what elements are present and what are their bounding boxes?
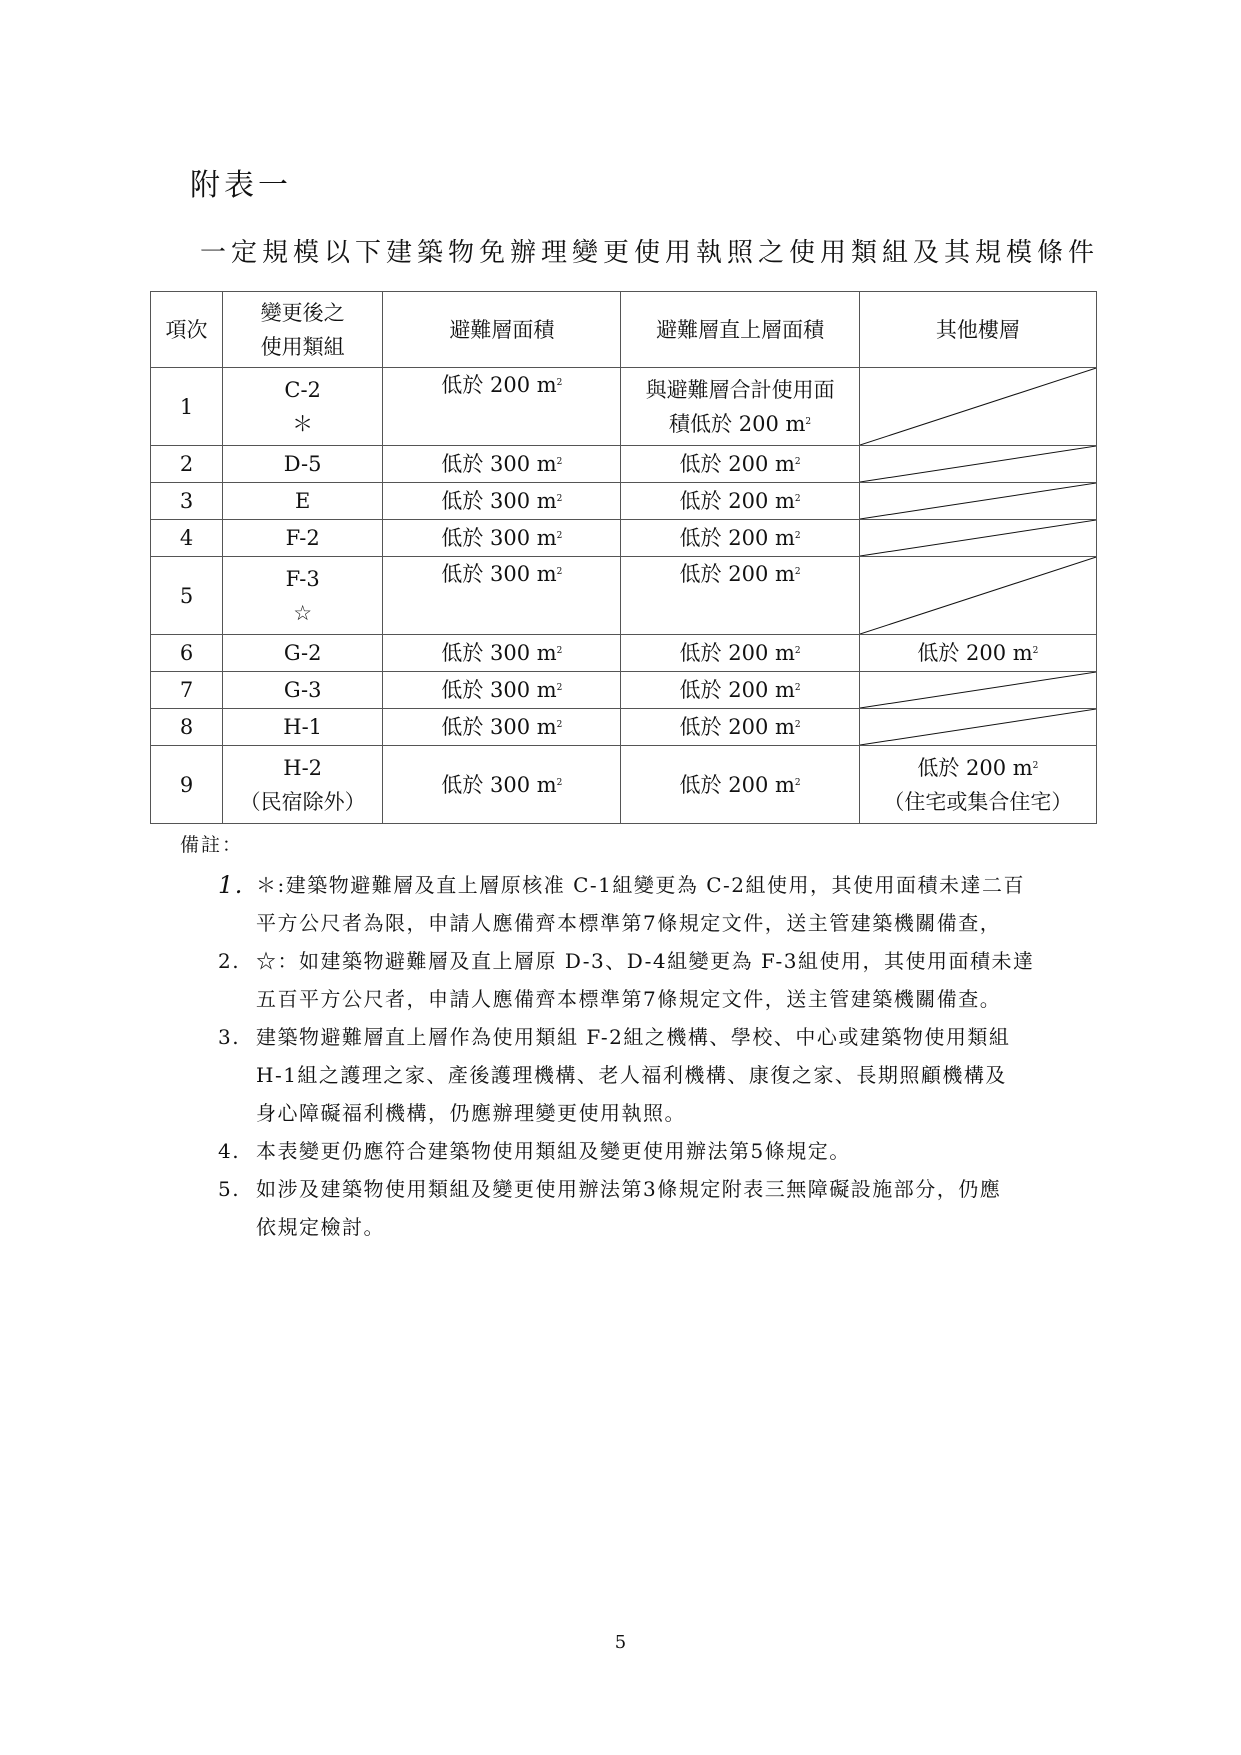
cell-item: 9: [151, 746, 223, 824]
cell-group: F-2: [223, 520, 383, 557]
cell-item: 8: [151, 709, 223, 746]
cell-other-not-applicable: [859, 520, 1096, 557]
diagonal-slash-icon: [860, 672, 1096, 708]
cell-above: 低於 200 $m^2$: [621, 446, 859, 483]
diagonal-slash-icon: [860, 446, 1096, 482]
usage-group-table: [150, 291, 1097, 824]
table-row: [151, 672, 1097, 709]
cell-group: H-2 （民宿除外）: [223, 746, 383, 824]
cell-refuge: 低於 300 $m^2$: [383, 635, 621, 672]
note-item: 5. 如涉及建築物使用類組及變更使用辦法第3條規定附表三無障礙設施部分，仍應 依規定檢討。: [218, 1170, 1078, 1246]
table-row: [151, 557, 1097, 635]
cell-other-not-applicable: [859, 557, 1096, 635]
table-row: [151, 483, 1097, 520]
diagonal-slash-icon: [860, 368, 1096, 445]
cell-group: C-2 ＊: [223, 368, 383, 446]
diagonal-slash-icon: [860, 483, 1096, 519]
header-above-floor: 避難層直上層面積: [621, 292, 859, 368]
table-row: [151, 446, 1097, 483]
cell-item: 3: [151, 483, 223, 520]
cell-above: 低於 200 $m^2$: [621, 709, 859, 746]
cell-refuge: 低於 300 $m^2$: [383, 672, 621, 709]
table-header-row: [151, 292, 1097, 368]
note-item: 2. ☆：如建築物避難層及直上層原 D-3、D-4組變更為 F-3組使用，其使用面積未達 五百平方公尺者，申請人應備齊本標準第7條規定文件，送主管建築機關備查。: [218, 942, 1078, 1018]
header-refuge-floor: 避難層面積: [383, 292, 621, 368]
cell-above: 低於 200 $m^2$: [621, 672, 859, 709]
cell-item: 2: [151, 446, 223, 483]
cell-other-not-applicable: [859, 483, 1096, 520]
cell-refuge: 低於 300 $m^2$: [383, 483, 621, 520]
header-item: 項次: [151, 292, 223, 368]
diagonal-slash-icon: [860, 709, 1096, 745]
asterisk-mark: ＊: [292, 411, 314, 436]
cell-item: 7: [151, 672, 223, 709]
cell-above: 低於 200 $m^2$: [621, 520, 859, 557]
cell-other-not-applicable: [859, 672, 1096, 709]
cell-item: 4: [151, 520, 223, 557]
note-item: 1. ＊:建築物避難層及直上層原核准 C-1組變更為 C-2組使用，其使用面積未達二百 平方公尺者為限，申請人應備齊本標準第7條規定文件，送主管建築機關備查，: [218, 866, 1078, 942]
cell-above: 低於 200 $m^2$: [621, 635, 859, 672]
note-item: 4. 本表變更仍應符合建築物使用類組及變更使用辦法第5條規定。: [218, 1132, 1078, 1170]
cell-refuge: 低於 300 $m^2$: [383, 709, 621, 746]
cell-other-not-applicable: [859, 446, 1096, 483]
header-other-floors: 其他樓層: [859, 292, 1096, 368]
note-number: 3.: [218, 1025, 241, 1049]
table-row: [151, 520, 1097, 557]
cell-group: D-5: [223, 446, 383, 483]
cell-refuge: 低於 300 $m^2$: [383, 746, 621, 824]
note-number: 1.: [218, 871, 244, 899]
cell-group: E: [223, 483, 383, 520]
cell-above: 低於 200 $m^2$: [621, 557, 859, 635]
note-number: 4.: [218, 1139, 241, 1163]
note-number: 5.: [218, 1177, 241, 1201]
cell-other: 低於 200 $m^2$ （住宅或集合住宅）: [859, 746, 1096, 824]
page-number: 5: [614, 1632, 627, 1653]
cell-group: G-2: [223, 635, 383, 672]
cell-refuge: 低於 200 $m^2$: [383, 368, 621, 446]
cell-item: 1: [151, 368, 223, 446]
annex-label: 附表一: [190, 168, 292, 203]
table-row: [151, 709, 1097, 746]
cell-other-not-applicable: [859, 368, 1096, 446]
cell-refuge: 低於 300 $m^2$: [383, 446, 621, 483]
notes-label: 備註：: [180, 834, 244, 856]
cell-above: 低於 200 $m^2$: [621, 483, 859, 520]
cell-item: 6: [151, 635, 223, 672]
table-row: [151, 635, 1097, 672]
diagonal-slash-icon: [860, 557, 1096, 634]
document-title: 一定規模以下建築物免辦理變更使用執照之使用類組及其規模條件: [200, 238, 1100, 268]
cell-other-not-applicable: [859, 709, 1096, 746]
note-number: 2.: [218, 949, 241, 973]
note-item: 3. 建築物避難層直上層作為使用類組 F-2組之機構、學校、中心或建築物使用類組 H-1組之護理之家、產後護理機構、老人福利機構、康復之家、長期照顧機構及 身心障礙福利機構，仍應辦理變更使用執照。: [218, 1018, 1078, 1132]
cell-refuge: 低於 300 $m^2$: [383, 557, 621, 635]
cell-above: 低於 200 $m^2$: [621, 746, 859, 824]
cell-group: H-1: [223, 709, 383, 746]
diagonal-slash-icon: [860, 520, 1096, 556]
cell-above: 與避難層合計使用面 積低於 200 $m^2$: [621, 368, 859, 446]
cell-item: 5: [151, 557, 223, 635]
cell-other: 低於 200 $m^2$: [859, 635, 1096, 672]
header-group: 變更後之 使用類組: [223, 292, 383, 368]
star-mark: ☆: [293, 600, 313, 625]
cell-group: G-3: [223, 672, 383, 709]
cell-refuge: 低於 300 $m^2$: [383, 520, 621, 557]
table-row: [151, 368, 1097, 446]
notes-list: [218, 866, 1078, 1246]
table-row: [151, 746, 1097, 824]
cell-group: F-3 ☆: [223, 557, 383, 635]
